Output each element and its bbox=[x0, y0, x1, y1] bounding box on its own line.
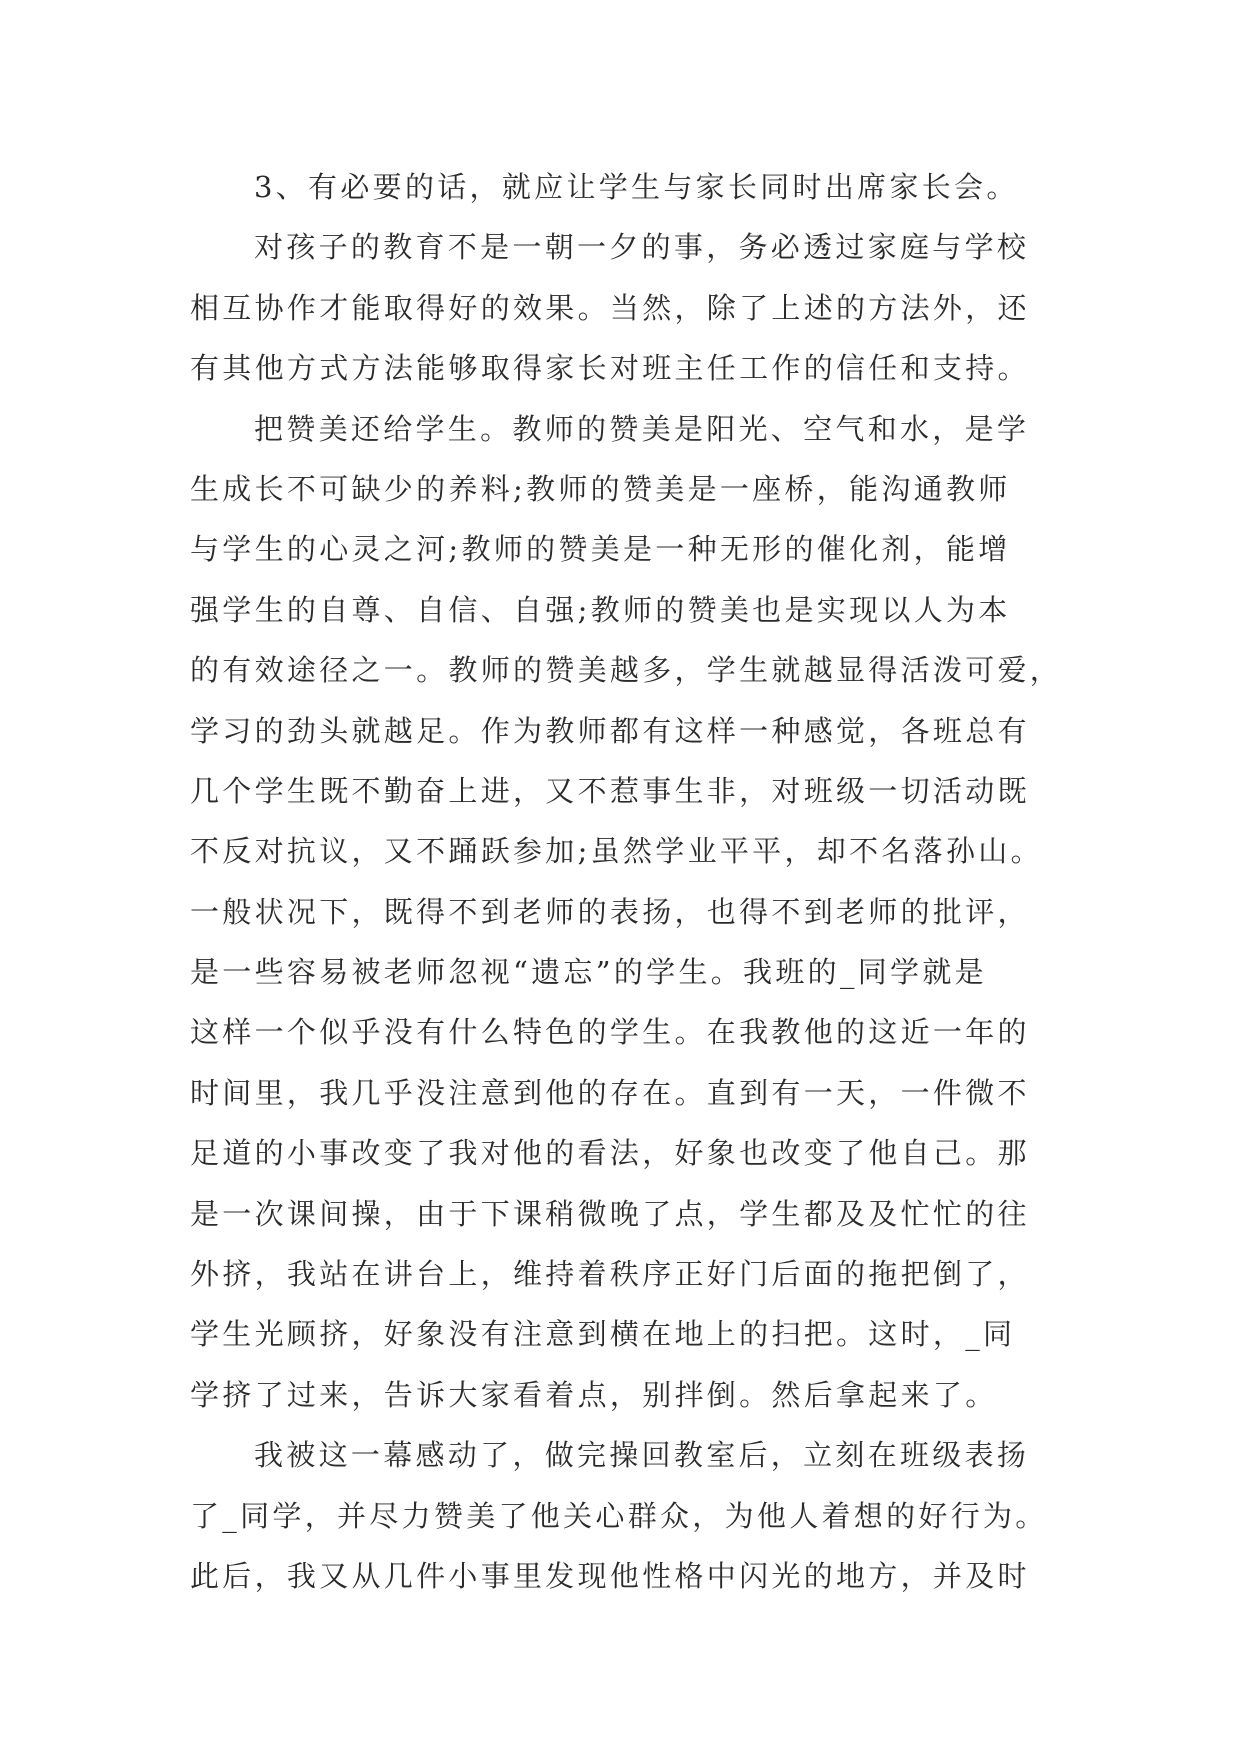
paragraph-line: 学习的劲头就越足。作为教师都有这样一种感觉，各班总有 bbox=[190, 713, 1030, 748]
paragraph-line: 不反对抗议，又不踊跃参加;虽然学业平平，却不名落孙山。 bbox=[190, 834, 1043, 869]
paragraph-line: 了_同学，并尽力赞美了他关心群众，为他人着想的好行为。 bbox=[190, 1498, 1048, 1533]
paragraph-line: 时间里，我几乎没注意到他的存在。直到有一天，一件微不 bbox=[190, 1075, 1030, 1110]
paragraph-line: 外挤，我站在讲台上，维持着秩序正好门后面的拖把倒了， bbox=[190, 1257, 1030, 1292]
paragraph-line: 相互协作才能取得好的效果。当然，除了上述的方法外，还 bbox=[190, 290, 1030, 325]
paragraph-line: 我被这一幕感动了，做完操回教室后，立刻在班级表扬 bbox=[254, 1438, 1030, 1473]
paragraph-line: 此后，我又从几件小事里发现他性格中闪光的地方，并及时 bbox=[190, 1558, 1030, 1593]
paragraph-line: 学生光顾挤，好象没有注意到横在地上的扫把。这时，_同 bbox=[190, 1317, 1016, 1352]
paragraph-line: 与学生的心灵之河;教师的赞美是一种无形的催化剂，能增 bbox=[190, 532, 1011, 567]
paragraph-line: 生成长不可缺少的养料;教师的赞美是一座桥，能沟通教师 bbox=[190, 471, 1011, 506]
paragraph-line: 这样一个似乎没有什么特色的学生。在我教他的这近一年的 bbox=[190, 1015, 1030, 1050]
paragraph-line: 学挤了过来，告诉大家看着点，别拌倒。然后拿起来了。 bbox=[190, 1377, 998, 1412]
document-body bbox=[190, 157, 1063, 1606]
paragraph-line: 一般状况下，既得不到老师的表扬，也得不到老师的批评， bbox=[190, 894, 1030, 929]
paragraph-line: 3、有必要的话，就应让学生与家长同时出席家长会。 bbox=[254, 170, 1019, 204]
paragraph-line: 是一些容易被老师忽视“遗忘”的学生。我班的_同学就是 bbox=[190, 955, 987, 990]
paragraph-line: 对孩子的教育不是一朝一夕的事，务必透过家庭与学校 bbox=[254, 230, 1030, 265]
paragraph-line: 几个学生既不勤奋上进，又不惹事生非，对班级一切活动既 bbox=[190, 773, 1030, 808]
paragraph-line: 强学生的自尊、自信、自强;教师的赞美也是实现以人为本 bbox=[190, 592, 1011, 627]
paragraph-line: 把赞美还给学生。教师的赞美是阳光、空气和水，是学 bbox=[254, 411, 1030, 446]
paragraph-line: 足道的小事改变了我对他的看法，好象也改变了他自己。那 bbox=[190, 1136, 1030, 1171]
paragraph-line: 的有效途径之一。教师的赞美越多，学生就越显得活泼可爱， bbox=[190, 653, 1063, 688]
paragraph-line: 是一次课间操，由于下课稍微晚了点，学生都及及忙忙的往 bbox=[190, 1196, 1030, 1231]
paragraph-line: 有其他方式方法能够取得家长对班主任工作的信任和支持。 bbox=[190, 351, 1030, 386]
